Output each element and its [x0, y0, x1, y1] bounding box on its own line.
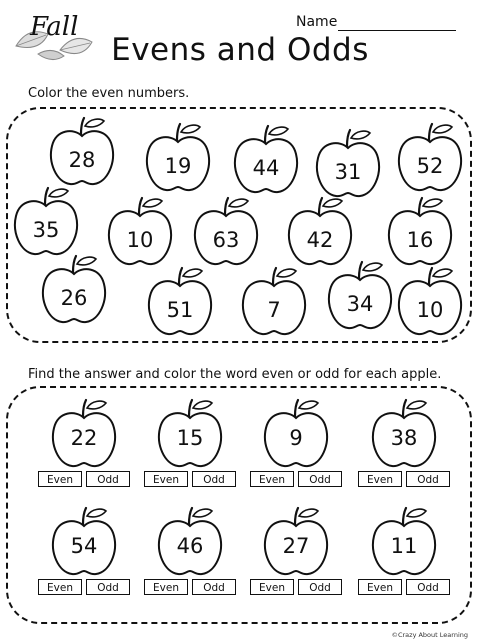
apple-number: 7	[267, 298, 281, 322]
apple-number: 11	[390, 534, 418, 558]
even-option-button[interactable]: Even	[38, 579, 82, 595]
apple[interactable]	[366, 502, 442, 578]
even-option-button[interactable]: Even	[358, 579, 402, 595]
apple[interactable]	[258, 394, 334, 470]
apple[interactable]	[140, 118, 216, 194]
apple[interactable]	[44, 112, 120, 188]
apple[interactable]	[366, 394, 442, 470]
even-option-button[interactable]: Even	[38, 471, 82, 487]
even-option-button[interactable]: Even	[250, 579, 294, 595]
apple-number: 51	[166, 298, 194, 322]
odd-option-button[interactable]: Odd	[406, 579, 450, 595]
apple[interactable]	[152, 502, 228, 578]
apple[interactable]	[392, 118, 468, 194]
copyright-credit: ©Crazy About Learning	[391, 631, 468, 639]
apple-number: 16	[406, 228, 434, 252]
odd-option-button[interactable]: Odd	[192, 579, 236, 595]
apple-number: 35	[32, 218, 60, 242]
apple[interactable]	[152, 394, 228, 470]
apple-number: 34	[346, 292, 374, 316]
apple[interactable]	[236, 262, 312, 338]
apple[interactable]	[102, 192, 178, 268]
instruction-color-even: Color the even numbers.	[28, 86, 190, 101]
odd-option-button[interactable]: Odd	[192, 471, 236, 487]
apple[interactable]	[188, 192, 264, 268]
apple-number: 19	[164, 154, 192, 178]
apple-number: 28	[68, 148, 96, 172]
apple-number: 63	[212, 228, 240, 252]
odd-option-button[interactable]: Odd	[298, 471, 342, 487]
apple-number: 31	[334, 160, 362, 184]
apple-number: 10	[416, 298, 444, 322]
apple-number: 10	[126, 228, 154, 252]
apple-number: 52	[416, 154, 444, 178]
even-option-button[interactable]: Even	[250, 471, 294, 487]
apple[interactable]	[46, 502, 122, 578]
apple[interactable]	[36, 250, 112, 326]
odd-option-button[interactable]: Odd	[86, 471, 130, 487]
apple[interactable]	[258, 502, 334, 578]
apple-number: 15	[176, 426, 204, 450]
apple[interactable]	[8, 182, 84, 258]
apple[interactable]	[228, 120, 304, 196]
name-label: Name	[296, 14, 338, 30]
apple-number: 38	[390, 426, 418, 450]
apple[interactable]	[322, 256, 398, 332]
odd-option-button[interactable]: Odd	[298, 579, 342, 595]
apple[interactable]	[310, 124, 386, 200]
apple-number: 22	[70, 426, 98, 450]
apple-number: 46	[176, 534, 204, 558]
logo-text: Fall	[30, 12, 79, 42]
apple-number: 27	[282, 534, 310, 558]
instruction-even-odd: Find the answer and color the word even or odd for each apple.	[28, 367, 442, 382]
odd-option-button[interactable]: Odd	[86, 579, 130, 595]
apple-number: 42	[306, 228, 334, 252]
name-line[interactable]	[338, 30, 456, 31]
odd-option-button[interactable]: Odd	[406, 471, 450, 487]
apple[interactable]	[392, 262, 468, 338]
apple-number: 26	[60, 286, 88, 310]
even-option-button[interactable]: Even	[144, 579, 188, 595]
page-title: Evens and Odds	[111, 32, 369, 68]
apple-number: 9	[289, 426, 303, 450]
apple-number: 54	[70, 534, 98, 558]
apple-number: 44	[252, 156, 280, 180]
even-option-button[interactable]: Even	[144, 471, 188, 487]
even-option-button[interactable]: Even	[358, 471, 402, 487]
apple[interactable]	[46, 394, 122, 470]
apple[interactable]	[142, 262, 218, 338]
